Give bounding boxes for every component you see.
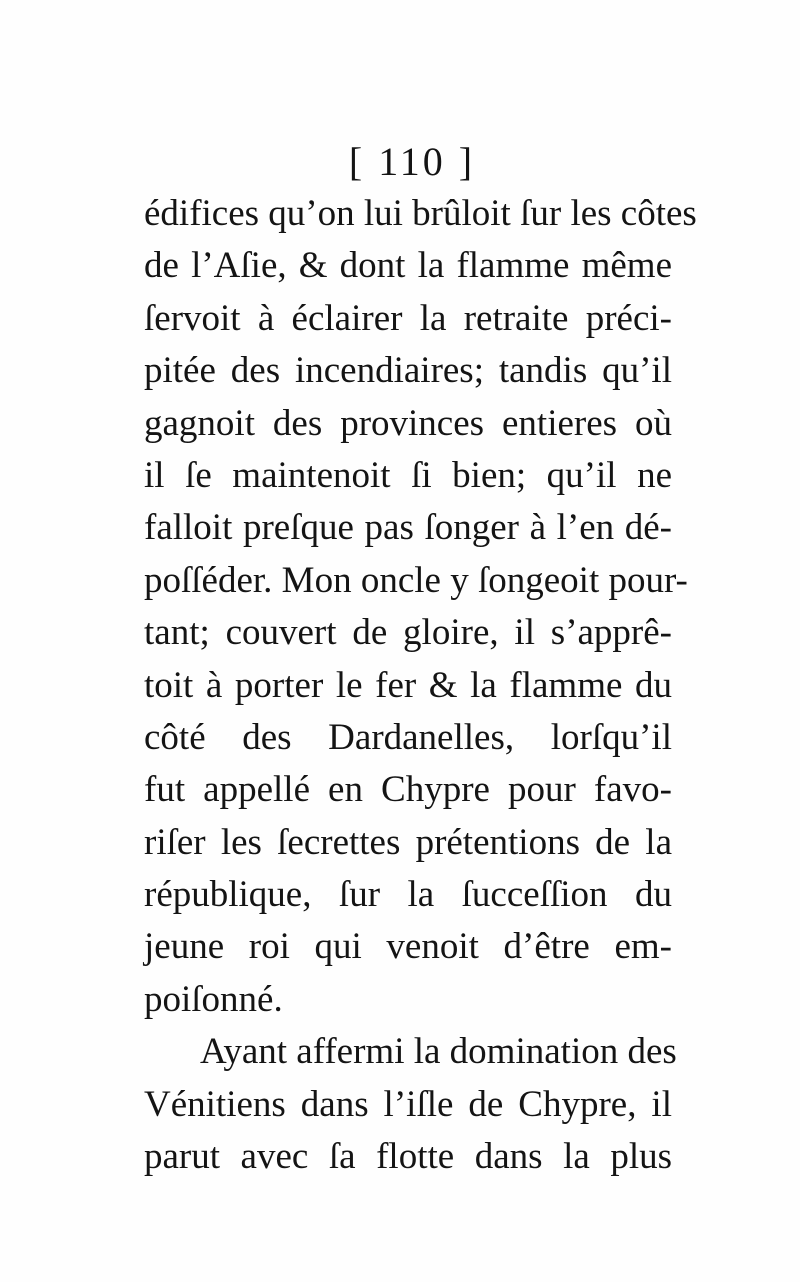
page-number: [ 110 ] xyxy=(348,139,476,184)
text-line: toit à porter le fer & la flamme du xyxy=(144,664,672,706)
text-line: république, ſur la ſucceſſion du xyxy=(144,874,672,916)
text-line: il ſe maintenoit ſi bien; qu’il ne xyxy=(144,454,672,496)
text-line: parut avec ſa flotte dans la plus xyxy=(144,1136,672,1178)
paragraph-start-line: Ayant affermi la domination des xyxy=(200,1031,677,1073)
text-line: pitée des incendiaires; tandis qu’il xyxy=(144,350,672,392)
text-line: de l’Aſie, & dont la flamme même xyxy=(144,245,672,287)
text-line: falloit preſque pas ſonger à l’en dé- xyxy=(144,507,672,549)
text-line: riſer les ſecrettes prétentions de la xyxy=(144,821,672,863)
text-line: ſervoit à éclairer la retraite préci- xyxy=(144,297,672,339)
text-line: Vénitiens dans l’iſle de Chypre, il xyxy=(144,1083,672,1125)
text-line: jeune roi qui venoit d’être em- xyxy=(144,926,672,968)
paragraph-end-line: poiſonné. xyxy=(144,978,283,1020)
text-line: tant; couvert de gloire, il s’apprê- xyxy=(144,612,672,654)
text-line: côté des Dardanelles, lorſqu’il xyxy=(144,716,672,758)
text-line: fut appellé en Chypre pour favo- xyxy=(144,769,672,811)
text-line: gagnoit des provinces entieres où xyxy=(144,402,672,444)
page-text-block xyxy=(144,136,697,1183)
text-line: édifices qu’on lui brûloit ſur les côtes xyxy=(144,193,697,234)
text-line: poſſéder. Mon oncle y ſongeoit pour- xyxy=(144,559,688,601)
